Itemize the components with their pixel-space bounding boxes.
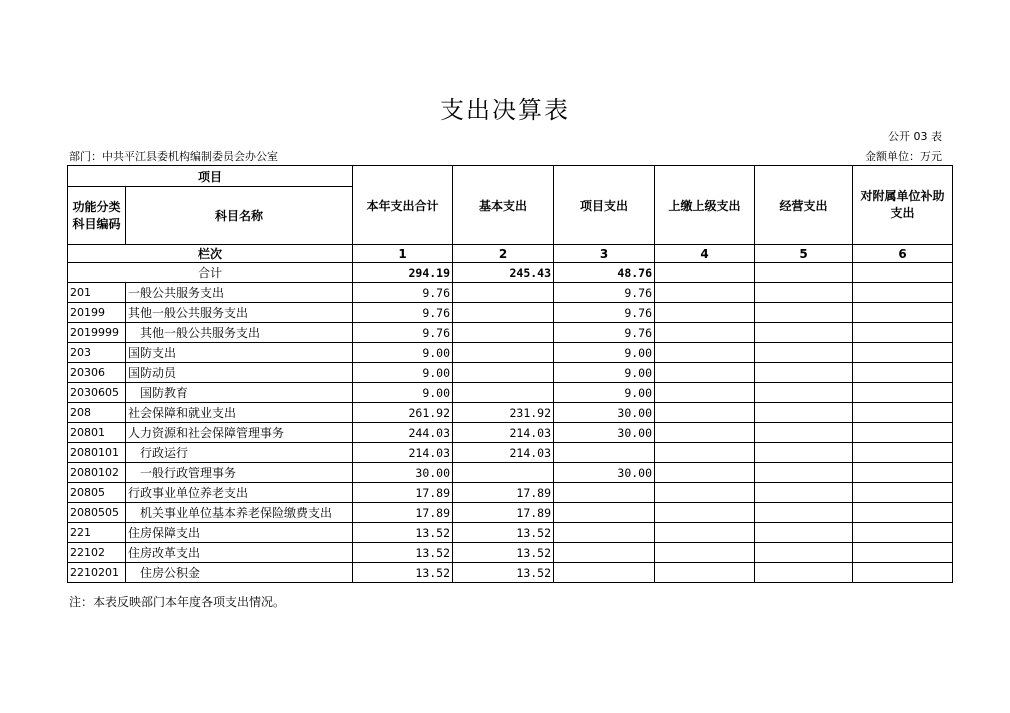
row-code: 201	[68, 283, 126, 303]
row-c6	[853, 483, 953, 503]
row-code: 2030605	[68, 383, 126, 403]
row-c3: 30.00	[554, 463, 655, 483]
header-row-label: 栏次	[68, 245, 353, 263]
table-row	[68, 283, 953, 303]
row-c6	[853, 423, 953, 443]
row-c2: 17.89	[453, 483, 554, 503]
table-row	[68, 563, 953, 583]
table-row	[68, 383, 953, 403]
row-c1: 244.03	[353, 423, 453, 443]
row-c5	[755, 343, 853, 363]
expenditure-table	[67, 165, 953, 583]
total-row	[68, 263, 953, 283]
header-col2: 基本支出	[453, 166, 554, 245]
row-c3: 9.76	[554, 323, 655, 343]
row-c1: 30.00	[353, 463, 453, 483]
row-c1: 17.89	[353, 503, 453, 523]
row-c2	[453, 383, 554, 403]
row-c2	[453, 283, 554, 303]
row-c4	[655, 543, 755, 563]
col-number-1: 1	[353, 245, 453, 263]
row-c3: 9.00	[554, 363, 655, 383]
row-c2: 214.03	[453, 423, 554, 443]
row-c3	[554, 503, 655, 523]
row-name: 行政运行	[126, 443, 353, 463]
table-row	[68, 343, 953, 363]
table-row	[68, 303, 953, 323]
table-row	[68, 483, 953, 503]
row-c1: 13.52	[353, 523, 453, 543]
footnote: 注：本表反映部门本年度各项支出情况。	[69, 595, 286, 609]
table-row	[68, 503, 953, 523]
total-c3: 48.76	[554, 263, 655, 283]
header-col4: 上缴上级支出	[655, 166, 755, 245]
row-c3	[554, 543, 655, 563]
total-c4	[655, 263, 755, 283]
header-project: 项目	[68, 166, 353, 187]
row-code: 20199	[68, 303, 126, 323]
row-c5	[755, 363, 853, 383]
row-c2: 17.89	[453, 503, 554, 523]
header-col6: 对附属单位补助支出	[853, 166, 953, 245]
row-name: 其他一般公共服务支出	[126, 303, 353, 323]
row-c5	[755, 443, 853, 463]
row-c2	[453, 463, 554, 483]
table-row	[68, 463, 953, 483]
row-c4	[655, 463, 755, 483]
row-c1: 9.76	[353, 323, 453, 343]
total-c1: 294.19	[353, 263, 453, 283]
row-c3	[554, 443, 655, 463]
total-c6	[853, 263, 953, 283]
row-name: 住房改革支出	[126, 543, 353, 563]
row-c4	[655, 403, 755, 423]
row-c4	[655, 383, 755, 403]
row-name: 机关事业单位基本养老保险缴费支出	[126, 503, 353, 523]
col-number-2: 2	[453, 245, 554, 263]
row-c2: 231.92	[453, 403, 554, 423]
row-c1: 214.03	[353, 443, 453, 463]
row-c6	[853, 563, 953, 583]
col-number-3: 3	[554, 245, 655, 263]
row-code: 203	[68, 343, 126, 363]
row-c6	[853, 443, 953, 463]
row-c4	[655, 563, 755, 583]
header-subject-name: 科目名称	[126, 187, 353, 245]
row-name: 住房保障支出	[126, 523, 353, 543]
row-c5	[755, 403, 853, 423]
row-c6	[853, 323, 953, 343]
row-c4	[655, 483, 755, 503]
table-row	[68, 443, 953, 463]
row-c4	[655, 503, 755, 523]
header-col3: 项目支出	[554, 166, 655, 245]
row-c2: 13.52	[453, 563, 554, 583]
col-number-6: 6	[853, 245, 953, 263]
table-row	[68, 323, 953, 343]
row-c4	[655, 523, 755, 543]
row-c6	[853, 283, 953, 303]
row-c5	[755, 483, 853, 503]
row-c6	[853, 383, 953, 403]
row-code: 208	[68, 403, 126, 423]
row-name: 国防教育	[126, 383, 353, 403]
table-row	[68, 423, 953, 443]
row-c1: 13.52	[353, 543, 453, 563]
form-number: 公开 03 表	[888, 130, 942, 143]
row-c5	[755, 543, 853, 563]
row-name: 一般公共服务支出	[126, 283, 353, 303]
row-c6	[853, 303, 953, 323]
row-code: 2210201	[68, 563, 126, 583]
row-c3	[554, 563, 655, 583]
row-code: 22102	[68, 543, 126, 563]
row-c6	[853, 543, 953, 563]
header-col5: 经营支出	[755, 166, 853, 245]
row-c5	[755, 423, 853, 443]
row-code: 221	[68, 523, 126, 543]
row-c5	[755, 323, 853, 343]
row-c1: 9.00	[353, 343, 453, 363]
row-c3: 9.00	[554, 343, 655, 363]
row-c1: 261.92	[353, 403, 453, 423]
row-c5	[755, 463, 853, 483]
row-c3	[554, 523, 655, 543]
row-c6	[853, 363, 953, 383]
row-code: 2080505	[68, 503, 126, 523]
row-c4	[655, 303, 755, 323]
row-code: 20805	[68, 483, 126, 503]
row-c3: 9.76	[554, 283, 655, 303]
row-c4	[655, 343, 755, 363]
row-c5	[755, 563, 853, 583]
row-name: 社会保障和就业支出	[126, 403, 353, 423]
row-c5	[755, 303, 853, 323]
page-title: 支出决算表	[440, 96, 570, 124]
row-c2	[453, 303, 554, 323]
row-c3: 9.00	[554, 383, 655, 403]
row-c4	[655, 423, 755, 443]
row-c1: 17.89	[353, 483, 453, 503]
row-c3: 30.00	[554, 403, 655, 423]
row-c1: 9.00	[353, 363, 453, 383]
department-label: 部门：中共平江县委机构编制委员会办公室	[69, 150, 278, 163]
row-c2	[453, 343, 554, 363]
table-row	[68, 523, 953, 543]
row-c3: 30.00	[554, 423, 655, 443]
row-c6	[853, 343, 953, 363]
row-code: 2080102	[68, 463, 126, 483]
row-c4	[655, 443, 755, 463]
row-c5	[755, 283, 853, 303]
row-code: 20801	[68, 423, 126, 443]
row-code: 2019999	[68, 323, 126, 343]
table-row	[68, 543, 953, 563]
row-c3	[554, 483, 655, 503]
table-row	[68, 403, 953, 423]
row-c1: 9.76	[353, 303, 453, 323]
row-c4	[655, 363, 755, 383]
row-c1: 9.00	[353, 383, 453, 403]
row-c4	[655, 283, 755, 303]
col-number-4: 4	[655, 245, 755, 263]
unit-label: 金额单位：万元	[865, 150, 942, 163]
row-c2	[453, 363, 554, 383]
row-c1: 9.76	[353, 283, 453, 303]
row-code: 2080101	[68, 443, 126, 463]
row-name: 国防支出	[126, 343, 353, 363]
row-c5	[755, 503, 853, 523]
row-c4	[655, 323, 755, 343]
col-number-5: 5	[755, 245, 853, 263]
row-name: 人力资源和社会保障管理事务	[126, 423, 353, 443]
row-c6	[853, 523, 953, 543]
row-name: 其他一般公共服务支出	[126, 323, 353, 343]
row-code: 20306	[68, 363, 126, 383]
row-c6	[853, 403, 953, 423]
row-c1: 13.52	[353, 563, 453, 583]
row-name: 行政事业单位养老支出	[126, 483, 353, 503]
header-col1: 本年支出合计	[353, 166, 453, 245]
row-c6	[853, 463, 953, 483]
header-func-code: 功能分类科目编码	[68, 187, 126, 245]
row-c2: 13.52	[453, 523, 554, 543]
row-name: 一般行政管理事务	[126, 463, 353, 483]
row-name: 住房公积金	[126, 563, 353, 583]
table-row	[68, 363, 953, 383]
total-c5	[755, 263, 853, 283]
row-c2: 214.03	[453, 443, 554, 463]
row-c5	[755, 523, 853, 543]
row-c6	[853, 503, 953, 523]
total-label: 合计	[68, 263, 353, 283]
row-c2	[453, 323, 554, 343]
row-c3: 9.76	[554, 303, 655, 323]
row-c5	[755, 383, 853, 403]
total-c2: 245.43	[453, 263, 554, 283]
row-c2: 13.52	[453, 543, 554, 563]
row-name: 国防动员	[126, 363, 353, 383]
